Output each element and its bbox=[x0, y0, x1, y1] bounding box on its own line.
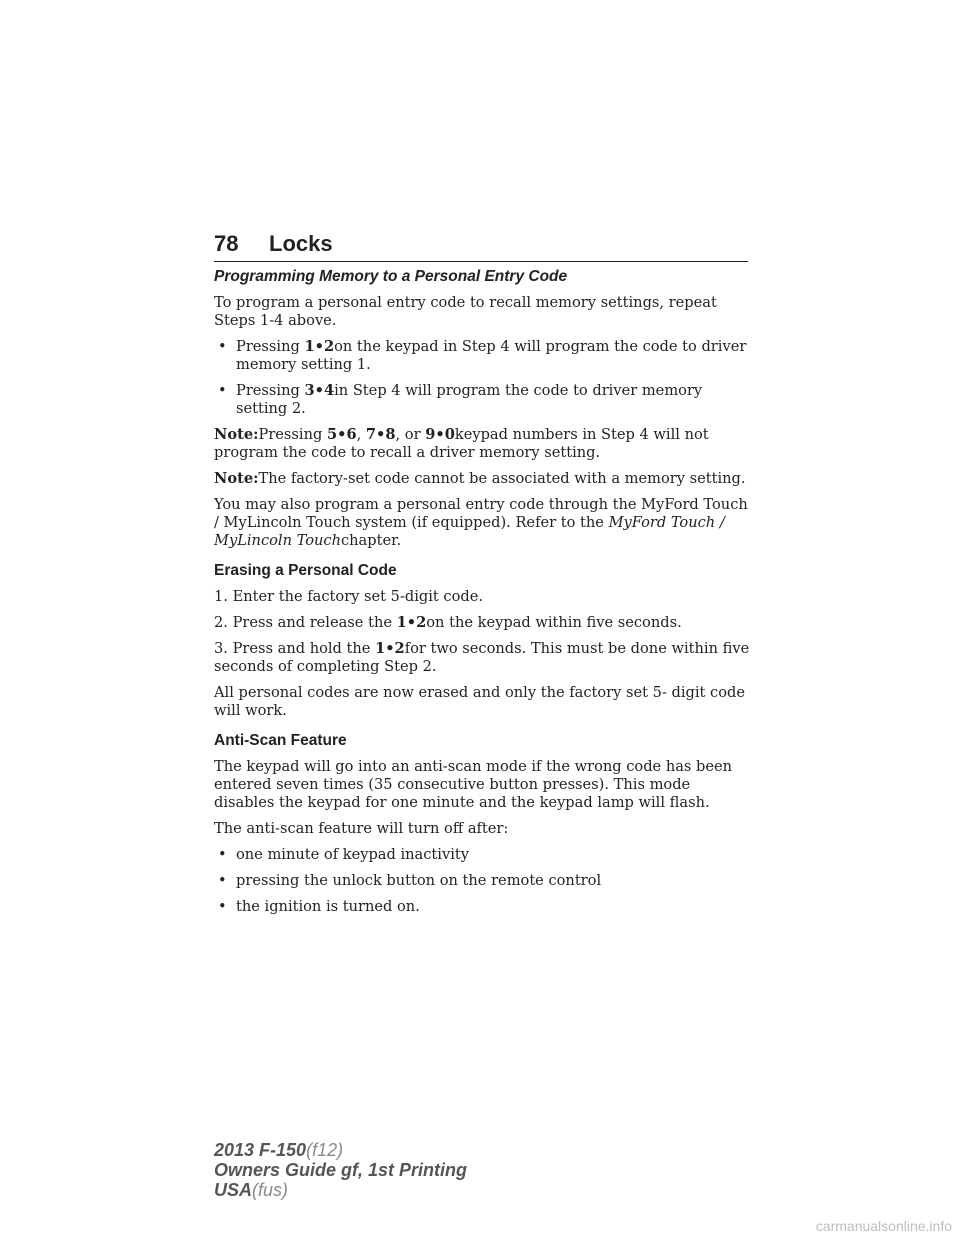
paragraph-turn-off: The anti-scan feature will turn off after: bbox=[214, 820, 509, 837]
section-heading-erasing-code: Erasing a Personal Code bbox=[214, 562, 397, 579]
paragraph-anti-scan: The keypad will go into an anti-scan mode if the wrong code has been entered seven times (35 consecutive button presses). This mode disables the keypad for one minute and the keypad lamp will flash. bbox=[214, 758, 733, 811]
bullet-glyph: • bbox=[218, 872, 227, 889]
chapter-title: Locks bbox=[269, 231, 333, 256]
bullet-glyph: • bbox=[218, 338, 227, 355]
note-factory-code: Note:The factory-set code cannot be associated with a memory setting. bbox=[214, 470, 746, 487]
list-item: • the ignition is turned on. bbox=[218, 898, 420, 915]
list-item: • Pressing 3•4in Step 4 will program the code to driver memory setting 2. bbox=[218, 382, 703, 417]
keypad-key: 1•2 bbox=[396, 614, 427, 631]
footer-region-line: USA(fus) bbox=[214, 1180, 289, 1200]
page-number: 78 bbox=[214, 231, 239, 256]
step-1: 1. Enter the factory set 5-digit code. bbox=[214, 588, 484, 605]
paragraph-myford-touch: You may also program a personal entry code through the MyFord Touch / MyLincoln Touch system (if equipped). Refer to the MyFord Touch / MyLincoln Touchchapter. bbox=[214, 496, 748, 549]
page-body bbox=[214, 268, 754, 924]
keypad-key: 9•0 bbox=[425, 426, 455, 443]
step-2: 2. Press and release the 1•2on the keypad within five seconds. bbox=[214, 614, 682, 631]
note-label: Note: bbox=[214, 470, 259, 487]
bullet-glyph: • bbox=[218, 846, 227, 863]
bullet-glyph: • bbox=[218, 898, 227, 915]
list-item: • pressing the unlock button on the remote control bbox=[218, 872, 602, 889]
step-3: 3. Press and hold the 1•2for two seconds. This must be done within five seconds of completing Step 2. bbox=[214, 640, 750, 675]
paragraph-codes-erased: All personal codes are now erased and only the factory set 5- digit code will work. bbox=[214, 684, 745, 719]
section-heading-anti-scan: Anti-Scan Feature bbox=[214, 732, 347, 749]
section-heading-programming-memory: Programming Memory to a Personal Entry Code bbox=[214, 268, 568, 285]
keypad-key: 1•2 bbox=[304, 338, 335, 355]
page-footer bbox=[214, 1140, 467, 1200]
bullet-glyph: • bbox=[218, 382, 227, 399]
list-item: • one minute of keypad inactivity bbox=[218, 846, 469, 863]
footer-model-line: 2013 F-150(f12) bbox=[214, 1140, 344, 1160]
page-header bbox=[214, 227, 748, 262]
list-item: • Pressing 1•2on the keypad in Step 4 will program the code to driver memory setting 1. bbox=[218, 338, 747, 373]
keypad-key: 1•2 bbox=[375, 640, 405, 657]
paragraph-intro: To program a personal entry code to recall memory settings, repeat Steps 1-4 above. bbox=[214, 294, 717, 329]
note-keypad-numbers: Note:Pressing 5•6, 7•8, or 9•0keypad numbers in Step 4 will not program the code to recall a driver memory setting. bbox=[214, 426, 709, 461]
chapter-reference: MyFord Touch / MyLincoln Touch bbox=[214, 514, 725, 549]
footer-guide-line: Owners Guide gf, 1st Printing bbox=[214, 1160, 468, 1180]
keypad-key: 5•6 bbox=[326, 426, 357, 443]
keypad-key: 3•4 bbox=[304, 382, 335, 399]
watermark: carmanualsonline.info bbox=[815, 1218, 952, 1234]
keypad-key: 7•8 bbox=[365, 426, 396, 443]
note-label: Note: bbox=[214, 426, 259, 443]
